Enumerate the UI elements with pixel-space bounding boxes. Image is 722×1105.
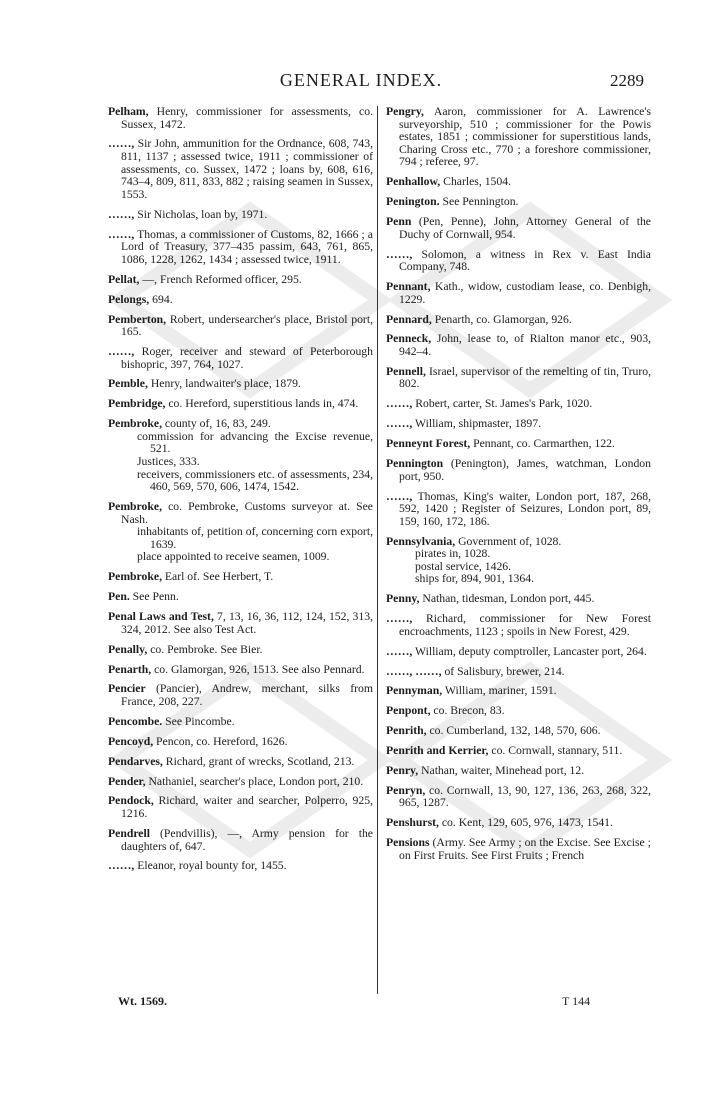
- index-entry: [108, 716, 373, 729]
- footer-printer-mark: Wt. 1569.: [118, 994, 167, 1008]
- index-entry: [108, 664, 373, 677]
- index-entry-heading: Pennyman,: [386, 684, 443, 698]
- index-entry-heading: ……,: [386, 417, 413, 431]
- index-entry: [386, 745, 651, 758]
- index-entry-heading: Penington.: [386, 195, 440, 209]
- index-entry-text: Henry, landwaiter's place, 1879.: [147, 377, 301, 391]
- index-column-left: [108, 106, 373, 880]
- index-entry-text: co. Kent, 129, 605, 976, 1473, 1541.: [438, 816, 613, 830]
- index-entry-text: Thomas, a commissioner of Customs, 82, 1666 ; a Lord of Treasury, 377–435 passim, 643, 761, 865, 1086, 1228, 1262, 1434 ; assessed twice, 1911.: [121, 227, 373, 266]
- index-entry-text: Government of, 1028.: [455, 534, 562, 548]
- index-entry-text: William, deputy comptroller, Lancaster port, 264.: [412, 644, 647, 658]
- index-entry-text: Thomas, King's waiter, London port, 187, 268, 592, 1420 ; Register of Seizures, London port, 89, 159, 160, 172, 186.: [399, 489, 651, 528]
- index-entry-heading: Penpont,: [386, 704, 431, 718]
- index-entry-text: co. Brecon, 83.: [430, 704, 505, 718]
- index-entry-text: county of, 16, 83, 249.: [162, 417, 271, 431]
- index-entry-text: Aaron, commissioner for A. Lawrence's surveyorship, 510 ; commissioner for the Powis estates, 1851 ; commissioner for superstitious lands, Charing Cross etc., 770 ; a foreshore commissioner, 794 ; referee, 97.: [399, 105, 651, 169]
- index-entry-text: (Pancier), Andrew, merchant, silks from France, 208, 227.: [121, 682, 373, 709]
- index-entry: [108, 776, 373, 789]
- index-entry-heading: Pencoyd,: [108, 734, 154, 748]
- index-entry-text: Pencon, co. Hereford, 1626.: [153, 734, 288, 748]
- index-entry: [386, 281, 651, 306]
- index-entry-heading: Penneck,: [386, 332, 432, 346]
- index-entry: [108, 756, 373, 769]
- index-entry-text: co. Pembroke, Customs surveyor at. See Nash.: [121, 500, 373, 526]
- index-entry: [386, 666, 651, 679]
- index-entry-heading: ……,: [386, 644, 413, 658]
- index-entry: [108, 314, 373, 339]
- index-entry-text: 694.: [149, 292, 173, 306]
- index-entry-heading: Pemble,: [108, 377, 148, 391]
- index-entry-heading: Pengry,: [386, 105, 424, 118]
- index-entry-text: co. Glamorgan, 926, 1513. See also Pennard.: [151, 662, 365, 676]
- index-entry: [386, 196, 651, 209]
- index-entry: [108, 611, 373, 636]
- index-entry-heading: ……, ……,: [386, 664, 442, 678]
- index-entry-heading: Pembroke,: [108, 570, 162, 584]
- running-head: [0, 70, 722, 94]
- index-entry-text: Henry, commissioner for assessments, co. Sussex, 1472.: [121, 105, 373, 131]
- index-entry: [108, 274, 373, 287]
- index-entry-heading: Pennington: [386, 457, 444, 471]
- index-entry: [108, 591, 373, 604]
- index-entry-text: Nathaniel, searcher's place, London port, 210.: [145, 774, 364, 788]
- index-entry: [108, 828, 373, 853]
- index-entry-heading: Penshurst,: [386, 816, 439, 830]
- index-entry-heading: Pellat,: [108, 272, 140, 286]
- index-entry-heading: ……,: [108, 137, 135, 151]
- index-entry-text: Charles, 1504.: [440, 175, 511, 189]
- index-subentry: [108, 469, 373, 494]
- index-entry-heading: ……,: [386, 612, 413, 626]
- index-entry-heading: Penally,: [108, 642, 148, 656]
- index-entry-text: Solomon, a witness in Rex v. East India Company, 748.: [399, 247, 651, 274]
- index-entry-text: Robert, undersearcher's place, Bristol port, 165.: [121, 312, 373, 339]
- index-entry-text: co. Cornwall, stannary, 511.: [488, 744, 623, 758]
- index-entry-heading: Penny,: [386, 592, 420, 606]
- index-entry-heading: ……,: [386, 247, 413, 261]
- index-entry-heading: Penrith and Kerrier,: [386, 744, 489, 758]
- index-entry-heading: Pensions: [386, 836, 430, 850]
- index-entry: [108, 683, 373, 708]
- index-entry-heading: ……,: [108, 344, 135, 358]
- index-entry: [386, 106, 651, 169]
- index-subentry: [386, 573, 651, 586]
- index-entry: [108, 209, 373, 222]
- index-entry-text: place appointed to receive seamen, 1009.: [137, 550, 330, 564]
- index-entry: [386, 176, 651, 189]
- index-entry-text: Pennant, co. Carmarthen, 122.: [470, 437, 615, 451]
- index-entry-heading: Penhallow,: [386, 175, 441, 189]
- index-entry: [386, 333, 651, 358]
- index-entry-text: pirates in, 1028.: [415, 547, 491, 561]
- index-entry: [108, 398, 373, 411]
- index-entry-text: Justices, 333.: [137, 455, 200, 469]
- index-entry: [386, 314, 651, 327]
- index-entry-heading: Pendock,: [108, 794, 154, 808]
- index-entry-heading: Penneynt Forest,: [386, 437, 471, 451]
- index-entry-text: Sir John, ammunition for the Ordnance, 608, 743, 811, 1137 ; assessed twice, 1911 ; commissioner of assessments, co. Sussex, 1472 ; loans by, 608, 616, 743–4, 809, 811, 833, 882 ; raising seamen in Sussex, 1553.: [121, 137, 373, 201]
- index-entry-text: Robert, carter, St. James's Park, 1020.: [412, 397, 593, 411]
- index-entry-text: Nathan, waiter, Minehead port, 12.: [418, 763, 585, 777]
- index-entry: [108, 138, 373, 201]
- index-entry-heading: Penn: [386, 215, 412, 229]
- index-entry: [386, 685, 651, 698]
- index-entry-heading: Pemberton,: [108, 312, 167, 326]
- index-entry: [386, 765, 651, 778]
- index-entry: [108, 294, 373, 307]
- index-entry-text: Richard, waiter and searcher, Polperro, 925, 1216.: [121, 794, 373, 821]
- index-entry-heading: Pennard,: [386, 312, 432, 326]
- index-entry-text: (Pendvillis), —, Army pension for the daughters of, 647.: [121, 826, 373, 853]
- index-entry-text: (Army. See Army ; on the Excise. See Excise ; on First Fruits. See First Fruits ; French: [399, 836, 651, 862]
- index-entry: [108, 860, 373, 873]
- index-entry: [386, 785, 651, 810]
- index-entry-text: Richard, grant of wrecks, Scotland, 213.: [162, 754, 355, 768]
- index-entry-heading: Pencombe.: [108, 714, 163, 728]
- index-entry-text: (Pen, Penne), John, Attorney General of the Duchy of Cornwall, 954.: [399, 215, 651, 241]
- index-entry: [386, 216, 651, 241]
- index-entry: [386, 593, 651, 606]
- index-entry: [386, 418, 651, 431]
- index-entry-text: Penarth, co. Glamorgan, 926.: [431, 312, 572, 326]
- index-entry-heading: Pennant,: [386, 280, 431, 294]
- index-entry-heading: Penal Laws and Test,: [108, 610, 214, 624]
- index-entry-text: co. Pembroke. See Bier.: [147, 642, 263, 656]
- index-entry: [386, 249, 651, 274]
- index-subentry: [108, 431, 373, 456]
- index-entry: [108, 571, 373, 584]
- index-entry-text: receivers, commissioners etc. of assessments, 234, 460, 569, 570, 606, 1474, 1542.: [137, 467, 373, 494]
- index-entry-text: inhabitants of, petition of, concerning corn export, 1639.: [137, 525, 373, 551]
- index-entry-heading: Pencier: [108, 682, 146, 696]
- index-entry: [386, 491, 651, 529]
- index-entry: [386, 646, 651, 659]
- index-entry-text: William, shipmaster, 1897.: [412, 417, 541, 431]
- footer-signature: T 144: [562, 994, 591, 1008]
- index-entry-heading: Pender,: [108, 774, 146, 788]
- index-entry-text: See Penn.: [129, 590, 179, 604]
- index-entry: [386, 398, 651, 411]
- index-entry-text: Sir Nicholas, loan by, 1971.: [134, 207, 268, 221]
- index-entry: [108, 346, 373, 371]
- index-entry: [108, 644, 373, 657]
- index-entry-heading: Pen.: [108, 590, 130, 604]
- index-entry: [386, 837, 651, 862]
- index-entry-heading: ……,: [108, 859, 135, 873]
- index-entry-heading: Pennsylvania,: [386, 534, 456, 548]
- index-entry-text: —, French Reformed officer, 295.: [139, 272, 302, 286]
- index-entry-text: of Salisbury, brewer, 214.: [441, 664, 565, 678]
- index-entry-text: Richard, commissioner for New Forest encroachments, 1123 ; spoils in New Forest, 429.: [399, 612, 651, 638]
- index-entry-heading: Pennell,: [386, 364, 426, 378]
- index-entry-heading: Pembroke,: [108, 500, 162, 514]
- index-entry-heading: Pembridge,: [108, 397, 166, 411]
- index-entry-heading: Pendrell: [108, 826, 150, 840]
- index-entry-heading: ……,: [108, 227, 135, 241]
- index-entry-text: John, lease to, of Rialton manor etc., 903, 942–4.: [399, 332, 651, 358]
- index-entry-text: Eleanor, royal bounty for, 1455.: [134, 859, 287, 873]
- index-entry: [386, 725, 651, 738]
- index-entry-heading: ……,: [386, 489, 413, 503]
- index-entry: [108, 378, 373, 391]
- index-entry: [386, 458, 651, 483]
- index-entry: [108, 106, 373, 131]
- index-entry-heading: ……,: [108, 207, 135, 221]
- index-entry-heading: Penry,: [386, 763, 419, 777]
- index-entry-heading: Penarth,: [108, 662, 152, 676]
- index-entry-text: Nathan, tidesman, London port, 445.: [419, 592, 595, 606]
- index-entry: [386, 613, 651, 638]
- index-subentry: [108, 551, 373, 564]
- index-entry: [108, 229, 373, 267]
- index-entry: [386, 438, 651, 451]
- index-entry-text: Roger, receiver and steward of Peterborough bishopric, 397, 764, 1027.: [121, 344, 373, 371]
- index-entry-text: William, mariner, 1591.: [442, 684, 557, 698]
- index-entry-heading: Penrith,: [386, 724, 427, 738]
- index-entry-text: See Pennington.: [439, 195, 519, 209]
- index-entry-text: commission for advancing the Excise revenue, 521.: [137, 429, 373, 456]
- index-entry-text: co. Hereford, superstitious lands in, 474.: [165, 397, 359, 411]
- index-entry-text: co. Cornwall, 13, 90, 127, 136, 263, 268, 322, 965, 1287.: [399, 783, 651, 810]
- index-entry-text: Israel, supervisor of the remelting of tin, Truro, 802.: [399, 364, 651, 391]
- index-entry-text: postal service, 1426.: [415, 559, 512, 573]
- index-entry: [386, 705, 651, 718]
- index-entry: [108, 501, 373, 526]
- index-entry: [386, 366, 651, 391]
- index-entry-heading: Pembroke,: [108, 417, 162, 431]
- index-entry-text: Kath., widow, custodiam lease, co. Denbigh, 1229.: [399, 280, 651, 306]
- index-entry: [108, 795, 373, 820]
- index-entry-text: 7, 13, 16, 36, 112, 124, 152, 313, 324, 2012. See also Test Act.: [121, 610, 373, 636]
- index-entry-heading: Pendarves,: [108, 754, 163, 768]
- page-number: 2289: [610, 71, 644, 90]
- index-entry-heading: ……,: [386, 397, 413, 411]
- index-entry: [108, 736, 373, 749]
- index-entry-heading: Pelongs,: [108, 292, 150, 306]
- index-entry-text: co. Cumberland, 132, 148, 570, 606.: [426, 724, 601, 738]
- index-entry-text: See Pincombe.: [162, 714, 235, 728]
- index-entry-text: Earl of. See Herbert, T.: [162, 570, 274, 584]
- index-entry-heading: Penryn,: [386, 783, 426, 797]
- index-entry: [386, 817, 651, 830]
- index-column-right: [386, 106, 651, 870]
- column-divider: [377, 106, 378, 994]
- index-entry-text: (Penington), James, watchman, London port, 950.: [399, 457, 651, 483]
- page-title: GENERAL INDEX.: [279, 70, 443, 90]
- index-entry-text: ships for, 894, 901, 1364.: [415, 572, 535, 586]
- index-subentry: [108, 526, 373, 551]
- index-entry-heading: Pelham,: [108, 105, 149, 118]
